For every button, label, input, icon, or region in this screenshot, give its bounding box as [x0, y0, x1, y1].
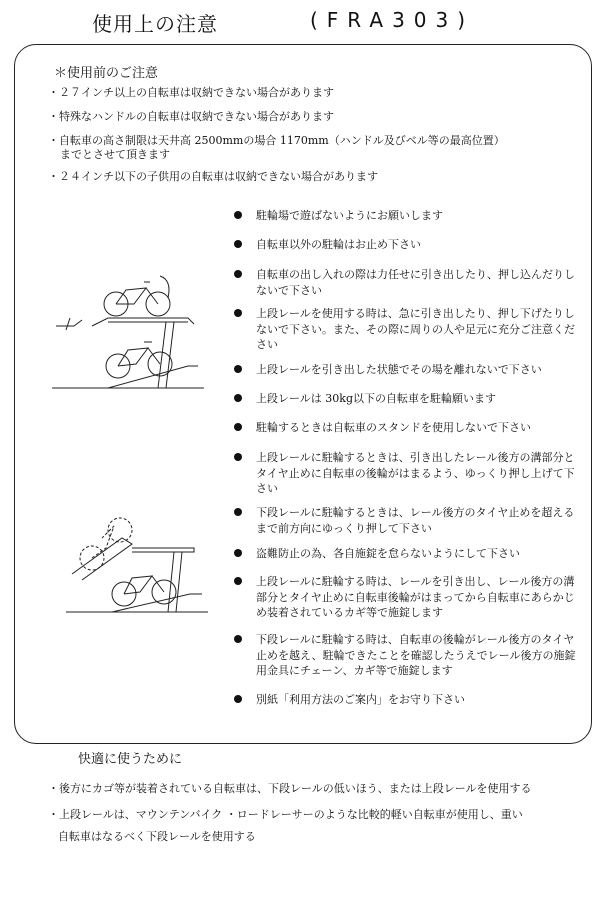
comfort-item-1: ・後方にカゴ等が装着されている自転車は、下段レールの低いほう、または上段レールを使用する [48, 782, 532, 795]
comfort-heading: 快適に使うために [78, 752, 183, 767]
model-number: (FRA303) [310, 8, 475, 32]
two-tier-rack-illustration-lower [62, 508, 212, 618]
bullet-icon [234, 508, 242, 516]
note-item: 上段レールに駐輪する時は、レールを引き出し、レール後方の溝部分とタイヤ止めに自転車後輪がはまってから自転車にあらかじめ装着されているカギ等で施錠します [234, 574, 584, 621]
precaution-item-2: ・特殊なハンドルの自転車は収納できない場合があります [48, 110, 334, 123]
bullet-icon [234, 549, 242, 557]
note-item: 駐輪するときは自転車のスタンドを使用しないで下さい [234, 420, 584, 436]
precaution-item-3-cont: までとさせて頂きます [60, 148, 170, 161]
note-item: 自転車以外の駐輪はお止め下さい [234, 237, 584, 253]
bullet-icon [234, 365, 242, 373]
bullet-icon [234, 577, 242, 585]
note-item: 下段レールに駐輪する時は、自転車の後輪がレール後方のタイヤ止めを越え、駐輪できたことを確認したうえでレール後方の施錠用金具にチェーン、カギ等で施錠します [234, 632, 584, 679]
precaution-item-1: ・２７インチ以上の自転車は収納できない場合があります [48, 86, 334, 99]
precaution-item-4: ・２４インチ以下の子供用の自転車は収納できない場合があります [48, 170, 378, 183]
note-item: 自転車の出し入れの際は力任せに引き出したり、押し込んだりしないで下さい [234, 267, 584, 298]
note-item: 下段レールに駐輪するときは、レール後方のタイヤ止めを超えるまで前方向にゆっくり押して下さい [234, 505, 584, 536]
two-tier-rack-illustration-upper [48, 270, 208, 400]
bullet-icon [234, 423, 242, 431]
precaution-item-3: ・自転車の高さ制限は天井高 2500mmの場合 1170mm（ハンドル及びベル等の最高位置） [48, 134, 505, 147]
bullet-icon [234, 240, 242, 248]
precautions-heading: ＊使用前のご注意 [54, 66, 159, 81]
note-item: 上段レールを使用する時は、急に引き出したり、押し下げたりしないで下さい。また、その際に周りの人や足元に充分ご注意ください [234, 306, 584, 353]
note-item: 上段レールは 30kg以下の自転車を駐輪願います [234, 391, 584, 407]
note-item: 別紙「利用方法のご案内」をお守り下さい [234, 692, 584, 708]
bullet-icon [234, 635, 242, 643]
bullet-icon [234, 309, 242, 317]
page-title: 使用上の注意 [92, 12, 218, 36]
bullet-icon [234, 453, 242, 461]
comfort-item-2-cont: 自転車はなるべく下段レールを使用する [58, 830, 256, 843]
note-item: 上段レールに駐輪するときは、引き出したレール後方の溝部分とタイヤ止めに自転車の後輪がはまるよう、ゆっくり押し上げて下さい [234, 450, 584, 497]
bullet-icon [234, 270, 242, 278]
bullet-icon [234, 695, 242, 703]
bullet-icon [234, 394, 242, 402]
comfort-item-2: ・上段レールは、マウンテンバイク ・ロードレーサーのような比較的軽い自転車が使用し、重い [48, 808, 523, 821]
note-item: 上段レールを引き出した状態でその場を離れないで下さい [234, 362, 584, 378]
note-item: 盗難防止の為、各自施錠を怠らないようにして下さい [234, 546, 584, 562]
bullet-icon [234, 211, 242, 219]
note-item: 駐輪場で遊ばないようにお願いします [234, 208, 584, 224]
